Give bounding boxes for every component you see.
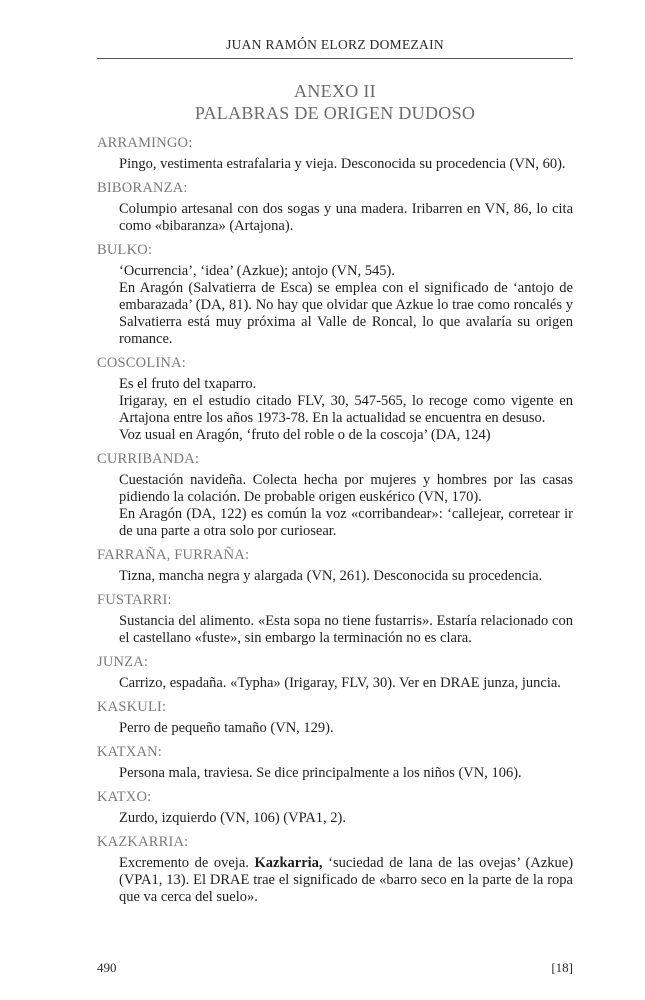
definition-paragraph: Carrizo, espadaña. «Typha» (Irigaray, FLV, 30). Ver en DRAE junza, juncia. [119,675,561,691]
glossary-definition [119,156,573,173]
page-reference: [18] [551,960,573,975]
definition-paragraph: En Aragón (Salvatierra de Esca) se emplea con el significado de ‘antojo de embarazada’ (DA, 81). No hay que olvidar que Azkue lo trae como roncalés y Salvatierra está muy próxima al Valle de Roncal, lo que avalaría su origen romance. [119,280,573,347]
glossary-term: COSCOLINA: [97,355,187,371]
definition-paragraph: Voz usual en Aragón, ‘fruto del roble o de la coscoja’ (DA, 124) [119,427,491,443]
definition-rest: ‘suciedad de lana de las ovejas’ (Azkue) (VPA1, 13). El DRAE trae el significado de «barro seco en la parte de la ropa que va cerca del suelo». [119,855,574,905]
definition-paragraph: Sustancia del alimento. «Esta sopa no tiene fustarris». Estaría relacionado con el castellano «fuste», sin embargo la terminación no es clara. [119,613,573,646]
definition-paragraph: Tizna, mancha negra y alargada (VN, 261). Desconocida su procedencia. [119,568,543,584]
glossary-definition [119,613,573,647]
annex-number: ANEXO II [294,81,376,101]
glossary-entry [97,354,573,444]
glossary-term: KATXAN: [97,744,163,760]
glossary-entry [97,698,573,737]
glossary-entry [97,788,573,827]
glossary-term: KAZKARRIA: [97,834,189,850]
glossary-definition [119,376,573,444]
glossary-entry [97,134,573,173]
definition-paragraph: Columpio artesanal con dos sogas y una madera. Iribarren en VN, 86, lo cita como «bibaranza» (Artajona). [119,201,573,234]
definition-bold-term: Kazkarria, [254,855,323,871]
glossary-entry [97,591,573,647]
glossary-definition [119,720,573,737]
glossary-term: CURRIBANDA: [97,451,200,467]
glossary-definition [119,810,573,827]
glossary-definition [119,765,573,782]
glossary-entry [97,179,573,235]
glossary-definition [119,263,573,348]
glossary-term: BIBORANZA: [97,180,188,196]
definition-paragraph: Irigaray, en el estudio citado FLV, 30, 547-565, lo recoge como vigente en Artajona entre los años 1973-78. En la actualidad se encuentra en desuso. [119,393,573,426]
glossary-definition [119,675,573,692]
glossary-entry [97,743,573,782]
running-head: JUAN RAMÓN ELORZ DOMEZAIN [226,37,444,52]
definition-paragraph: Zurdo, izquierdo (VN, 106) (VPA1, 2). [119,810,347,826]
header-rule [97,58,573,59]
glossary-entries [97,134,573,912]
glossary-definition [119,568,573,585]
definition-paragraph: Pingo, vestimenta estrafalaria y vieja. Desconocida su procedencia (VN, 60). [119,156,566,172]
glossary-term: BULKO: [97,242,153,258]
glossary-term: FUSTARRI: [97,592,172,608]
annex-subtitle: PALABRAS DE ORIGEN DUDOSO [194,103,476,123]
definition-lead: Excremento de oveja. [119,855,249,871]
glossary-term: KATXO: [97,789,152,805]
glossary-entry-kazkarria [97,833,573,906]
annex-title [97,80,573,124]
glossary-term: JUNZA: [97,654,149,670]
glossary-entry [97,546,573,585]
glossary-definition [119,855,573,906]
definition-paragraph: ‘Ocurrencia’, ‘idea’ (Azkue); antojo (VN, 545). [119,263,395,279]
glossary-term: KASKULI: [97,699,167,715]
definition-paragraph: Cuestación navideña. Colecta hecha por mujeres y hombres por las casas pidiendo la colación. De probable origen euskérico (VN, 170). [119,472,573,505]
glossary-entry [97,450,573,540]
glossary-term: ARRAMINGO: [97,135,193,151]
glossary-definition [119,201,573,235]
definition-paragraph [119,855,573,906]
definition-paragraph: En Aragón (DA, 122) es común la voz «corribandear»: ‘callejear, corretear ir de una parte a otra solo por curiosear. [119,506,573,539]
glossary-term: FARRAÑA, FURRAÑA: [97,547,250,563]
page-number: 490 [97,960,117,975]
definition-paragraph: Es el fruto del txaparro. [119,376,257,392]
glossary-entry [97,241,573,348]
glossary-entry [97,653,573,692]
glossary-definition [119,472,573,540]
definition-paragraph: Persona mala, traviesa. Se dice principalmente a los niños (VN, 106). [119,765,522,781]
definition-paragraph: Perro de pequeño tamaño (VN, 129). [119,720,334,736]
